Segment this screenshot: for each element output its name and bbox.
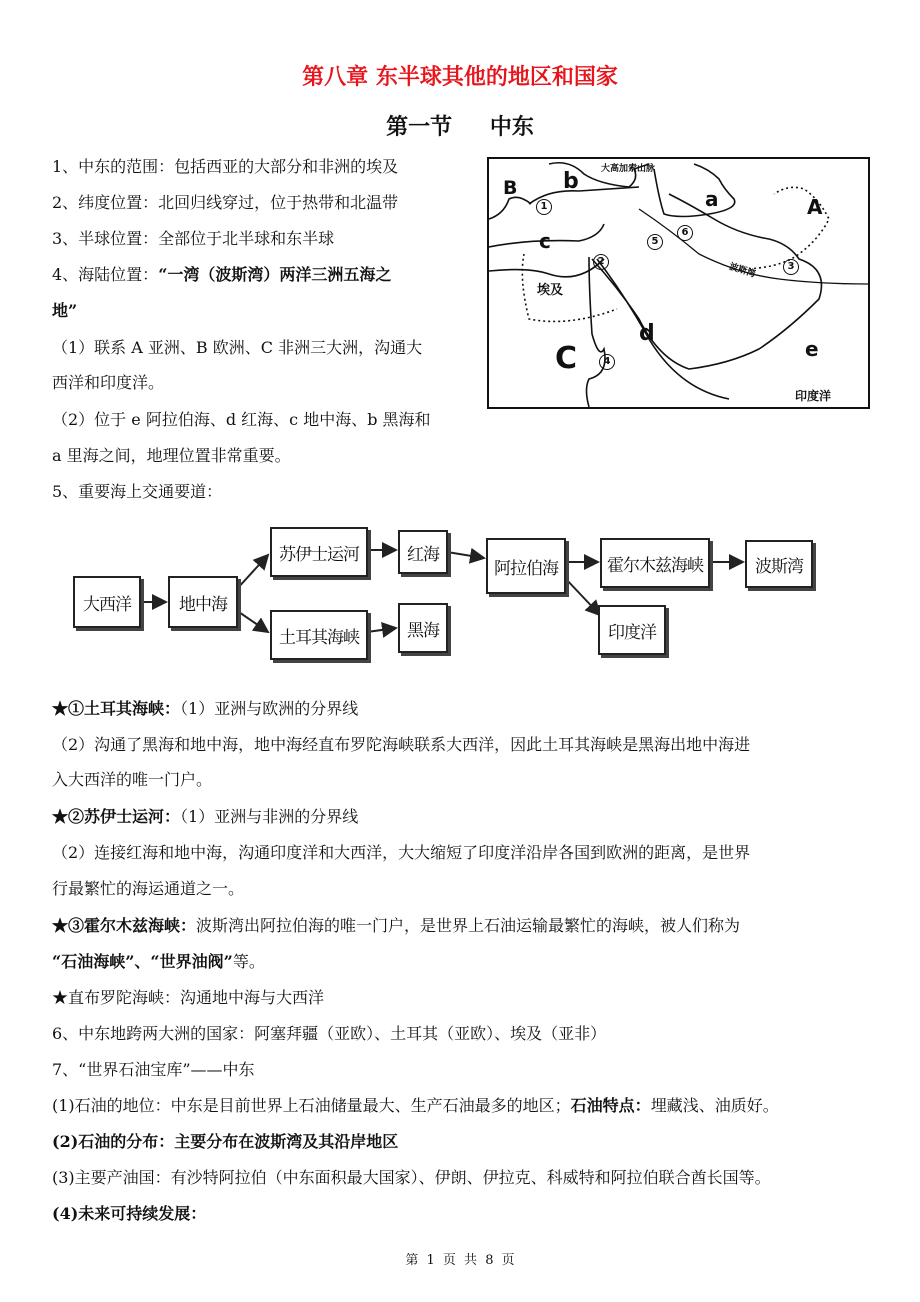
text-line: （1）联系 A 亚洲、B 欧洲、C 非洲三大洲，沟通大: [52, 338, 423, 357]
text-line: 7、“世界石油宝库”——中东: [52, 1060, 255, 1079]
flow-box-atlantic: 大西洋: [73, 576, 141, 628]
map-label-persian-gulf: 波斯湾: [727, 261, 757, 280]
heading: ★②苏伊士运河：: [52, 807, 181, 826]
text-line: a 里海之间，地理位置非常重要。: [52, 446, 291, 465]
text-line: (2)石油的分布：主要分布在波斯湾及其沿岸地区: [52, 1132, 399, 1151]
map-label-caucasus: 大高加索山脉: [601, 164, 656, 174]
text-line: [52, 807, 358, 827]
arrow: [367, 628, 396, 632]
map-marker-2: 2: [593, 254, 609, 270]
text-line: 2、纬度位置：北回归线穿过，位于热带和北温带: [52, 193, 399, 212]
flow-box-mediterranean: 地中海: [168, 576, 238, 628]
text-line: 西洋和印度洋。: [52, 373, 165, 392]
text: 波斯湾出阿拉伯海的唯一门户，是世界上石油运输最繁忙的海峡，被人们称为: [196, 916, 741, 935]
arrow: [565, 578, 600, 615]
flow-box-red-sea: 红海: [398, 530, 448, 574]
section-title: 第一节 中东: [386, 115, 534, 140]
flow-box-turkish-straits: 土耳其海峡: [270, 610, 368, 660]
heading: ★①土耳其海峡：: [52, 699, 181, 718]
text-line: 行最繁忙的海运通道之一。: [52, 879, 245, 898]
map-label-B: B: [503, 177, 518, 199]
map-label-A: A: [807, 195, 823, 219]
text: （1）亚洲与欧洲的分界线: [180, 699, 359, 718]
chapter-title: 第八章 东半球其他的地区和国家: [302, 65, 618, 90]
map-label-egypt: 埃及: [537, 283, 564, 298]
map-label-d: d: [639, 321, 655, 346]
text-line: (3)主要产油国：有沙特阿拉伯（中东面积最大国家）、伊朗、伊拉克、科威特和阿拉伯联合酋长国等。: [52, 1168, 771, 1187]
map-marker-1: 1: [536, 199, 552, 215]
map-marker-3: 3: [783, 259, 799, 275]
text-line: 3、半球位置：全部位于北半球和东半球: [52, 229, 335, 248]
flow-box-suez: 苏伊士运河: [270, 527, 368, 577]
text: 埋藏浅、油质好。: [650, 1096, 779, 1115]
text-line: 5、重要海上交通要道：: [52, 482, 223, 501]
text-line: 6、中东地跨两大洲的国家：阿塞拜疆（亚欧）、土耳其（亚欧）、埃及（亚非）: [52, 1024, 607, 1043]
emphasis: 石油特点：: [570, 1096, 651, 1115]
text-line: （2）位于 e 阿拉伯海、d 红海、c 地中海、b 黑海和: [52, 410, 431, 429]
text-line: [52, 699, 358, 719]
map-label-a: a: [705, 187, 719, 211]
map-marker-6: 6: [677, 225, 693, 241]
map-label-C: C: [555, 341, 578, 376]
text-line: （2）沟通了黑海和地中海，地中海经直布罗陀海峡联系大西洋，因此土耳其海峡是黑海出地中海进: [52, 735, 751, 754]
map-label-c: c: [539, 229, 551, 253]
text-line: [52, 1096, 779, 1116]
text-line: 地”: [52, 301, 78, 320]
text-line: [52, 916, 740, 936]
text-line: [52, 952, 265, 972]
text-line: （2）连接红海和地中海，沟通印度洋和大西洋，大大缩短了印度洋沿岸各国到欧洲的距离，是世界: [52, 843, 751, 862]
flow-box-black-sea: 黑海: [398, 603, 448, 653]
text-line: 入大西洋的唯一门户。: [52, 770, 213, 789]
arrow: [236, 610, 268, 632]
map-label-e: e: [805, 337, 819, 361]
emphasis: “石油海峡”、“世界油阀”: [52, 952, 233, 971]
flow-box-hormuz: 霍尔木兹海峡: [600, 538, 710, 588]
map-label-b: b: [563, 169, 579, 194]
flow-box-indian-ocean: 印度洋: [598, 605, 666, 655]
text: (1)石油的地位：中东是目前世界上石油储量最大、生产石油最多的地区；: [52, 1096, 571, 1115]
heading: ★③霍尔木兹海峡：: [52, 916, 197, 935]
emphasis: “一湾（波斯湾）两洋三洲五海之: [158, 265, 392, 284]
arrow: [447, 552, 484, 558]
text-line: 1、中东的范围：包括西亚的大部分和非洲的埃及: [52, 157, 399, 176]
page-footer: 第 1 页 共 8 页: [405, 1253, 515, 1268]
arrow: [236, 555, 268, 590]
text: （1）亚洲与非洲的分界线: [180, 807, 359, 826]
map-marker-5: 5: [647, 234, 663, 250]
text: 等。: [232, 952, 265, 971]
map-marker-4: 4: [599, 354, 615, 370]
label: 4、海陆位置：: [52, 265, 159, 284]
flow-box-arabian-sea: 阿拉伯海: [486, 538, 566, 594]
map-label-indian-ocean: 印度洋: [795, 389, 832, 403]
flow-box-persian-gulf: 波斯湾: [745, 540, 813, 588]
text-line: (4)未来可持续发展：: [52, 1204, 207, 1223]
text-line: ★直布罗陀海峡：沟通地中海与大西洋: [52, 988, 325, 1007]
